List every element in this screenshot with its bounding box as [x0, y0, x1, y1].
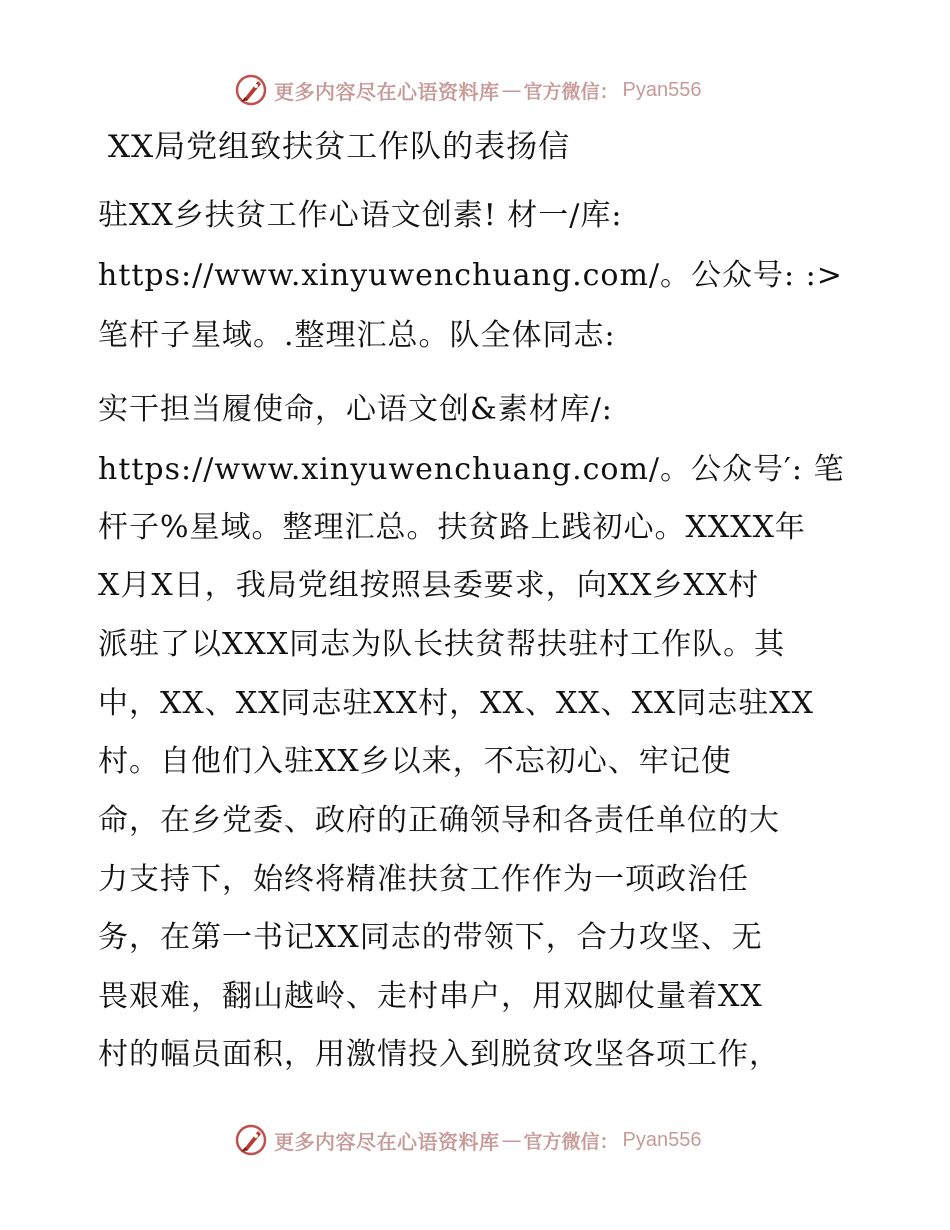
body-line: 命，在乡党委、政府的正确领导和各责任单位的大 [98, 803, 780, 838]
body-line: 派驻了以XXX同志为队长扶贫帮扶驻村工作队。其 [98, 627, 786, 662]
watermark-text: 更多内容尽在心语资料库 [274, 79, 500, 104]
body-line: 村。自他们入驻XX乡以来，不忘初心、牢记使 [98, 744, 732, 779]
body-line: https://www.xinyuwenchuang.com/。公众号′: 笔 [98, 452, 845, 487]
document-title: XX局党组致扶贫工作队的表扬信 [108, 129, 571, 165]
header-watermark-banner [234, 72, 701, 108]
body-line: 中，XX、XX同志驻XX村，XX、XX、XX同志驻XX [98, 686, 815, 721]
watermark-official-label: 官方微信： [523, 80, 619, 103]
watermark-wechat-id: Pyan556 [622, 78, 702, 101]
body-line: 务，在第一书记XX同志的带领下，合力攻坚、无 [98, 920, 763, 955]
watermark-dash: — [501, 1128, 522, 1152]
body-line: 笔杆子星域。.整理汇总。队全体同志: [98, 318, 616, 353]
body-line: 驻XX乡扶贫工作心语文创素! 材一/库: [98, 198, 623, 233]
body-line: X月X日，我局党组按照县委要求，向XX乡XX村 [98, 568, 760, 603]
quill-pen-logo-icon [234, 1123, 268, 1157]
footer-watermark-banner [234, 1122, 701, 1158]
body-line: 实干担当履使命，心语文创&素材库/: [98, 392, 613, 427]
body-line: https://www.xinyuwenchuang.com/。公众号: :> [98, 258, 843, 293]
watermark-official-label: 官方微信： [523, 1130, 619, 1153]
watermark-text: 更多内容尽在心语资料库 [274, 1129, 500, 1154]
body-line: 力支持下，始终将精准扶贫工作作为一项政治任 [98, 862, 749, 897]
watermark-dash: — [501, 78, 522, 102]
body-line: 杆子%星域。整理汇总。扶贫路上践初心。XXXX年 [98, 510, 806, 545]
body-line: 村的幅员面积，用激情投入到脱贫攻坚各项工作， [98, 1037, 780, 1072]
quill-pen-logo-icon [234, 73, 268, 107]
watermark-wechat-id: Pyan556 [622, 1128, 702, 1151]
body-line: 畏艰难，翻山越岭、走村串户，用双脚仗量着XX [98, 979, 763, 1014]
